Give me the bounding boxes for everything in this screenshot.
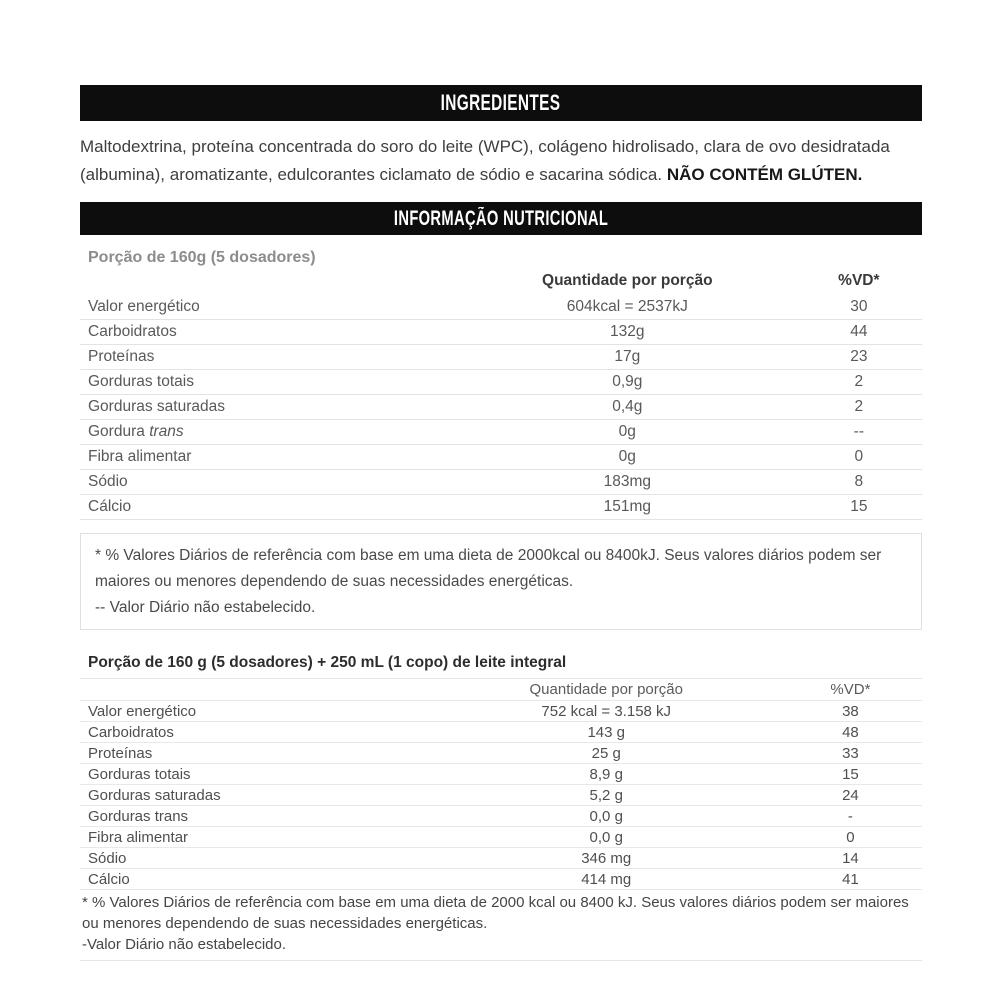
table-row bbox=[80, 722, 922, 743]
row-dv: 23 bbox=[850, 348, 868, 365]
row-quantity: 132g bbox=[610, 323, 645, 340]
footnote-box bbox=[80, 533, 922, 630]
row-label: Proteínas bbox=[88, 744, 153, 762]
serving-size-title-with-milk: Porção de 160 g (5 dosadores) + 250 mL (1 copo) de leite integral bbox=[80, 654, 922, 679]
table-row bbox=[80, 764, 922, 785]
row-label: Fibra alimentar bbox=[88, 828, 189, 846]
row-dv: 0 bbox=[846, 828, 855, 846]
row-label-italic: trans bbox=[149, 423, 184, 440]
row-label: Fibra alimentar bbox=[88, 448, 192, 465]
table-row bbox=[80, 470, 922, 495]
row-quantity: 5,2 g bbox=[589, 786, 623, 804]
row-quantity: 0g bbox=[618, 423, 636, 440]
row-quantity: 0,9g bbox=[612, 373, 643, 390]
row-dv: 8 bbox=[854, 473, 864, 490]
serving-size-title: Porção de 160g (5 dosadores) bbox=[88, 249, 316, 266]
nutrition-header-bar bbox=[80, 202, 922, 235]
table-row bbox=[80, 701, 922, 722]
row-quantity: 17g bbox=[614, 348, 641, 365]
nutrition-table-powder bbox=[80, 249, 922, 630]
row-dv: 15 bbox=[842, 765, 859, 783]
footnote-reference: * % Valores Diários de referência com base em uma dieta de 2000 kcal ou 8400 kJ. Seus valores diários podem ser maiores ou menores dependendo de suas necessidades energéticas. bbox=[82, 894, 909, 932]
row-dv: 2 bbox=[854, 373, 864, 390]
row-dv: 41 bbox=[842, 870, 859, 888]
row-dv: 24 bbox=[842, 786, 859, 804]
row-quantity: 0,0 g bbox=[589, 828, 623, 846]
row-quantity: 183mg bbox=[603, 473, 651, 490]
row-label: Gorduras trans bbox=[88, 807, 189, 825]
footnote bbox=[80, 890, 922, 961]
table-row bbox=[80, 320, 922, 345]
table-row bbox=[80, 345, 922, 370]
column-header-dv: %VD* bbox=[830, 681, 871, 698]
table-row bbox=[80, 370, 922, 395]
table-row bbox=[80, 869, 922, 890]
column-header-dv: %VD* bbox=[838, 272, 880, 289]
table-row bbox=[80, 806, 922, 827]
footnote-dv-note: -Valor Diário não estabelecido. bbox=[82, 936, 287, 953]
table-row bbox=[80, 295, 922, 320]
nutrition-header-title: INFORMAÇÃO NUTRICIONAL bbox=[393, 206, 609, 230]
row-dv: 0 bbox=[854, 448, 864, 465]
row-label: Sódio bbox=[88, 473, 128, 490]
row-label: Valor energético bbox=[88, 298, 200, 315]
row-label: Gordura bbox=[88, 423, 145, 440]
table-row bbox=[80, 827, 922, 848]
row-label: Carboidratos bbox=[88, 323, 177, 340]
row-label: Gorduras totais bbox=[88, 765, 191, 783]
gluten-free-statement: NÃO CONTÉM GLÚTEN. bbox=[666, 165, 863, 184]
row-quantity: 604kcal = 2537kJ bbox=[566, 298, 688, 315]
ingredients-header-title: INGREDIENTES bbox=[441, 90, 561, 115]
row-label: Cálcio bbox=[88, 498, 132, 515]
row-quantity: 0g bbox=[618, 448, 636, 465]
row-dv: 38 bbox=[842, 702, 859, 720]
row-quantity: 8,9 g bbox=[589, 765, 623, 783]
row-quantity: 752 kcal = 3.158 kJ bbox=[541, 702, 672, 720]
row-quantity: 25 g bbox=[591, 744, 621, 762]
row-dv: 14 bbox=[842, 849, 859, 867]
row-dv: - bbox=[847, 807, 853, 825]
row-quantity: 0,0 g bbox=[589, 807, 623, 825]
column-header-quantity: Quantidade por porção bbox=[529, 681, 683, 698]
table-row bbox=[80, 395, 922, 420]
row-dv: -- bbox=[853, 423, 864, 440]
table-row bbox=[80, 848, 922, 869]
row-label: Carboidratos bbox=[88, 723, 174, 741]
row-dv: 48 bbox=[842, 723, 859, 741]
table-row bbox=[80, 743, 922, 764]
row-label: Sódio bbox=[88, 849, 127, 867]
row-label: Valor energético bbox=[88, 702, 197, 720]
row-label: Cálcio bbox=[88, 870, 130, 888]
ingredients-header-bar bbox=[80, 85, 922, 121]
row-dv: 44 bbox=[850, 323, 868, 340]
row-label: Gorduras saturadas bbox=[88, 786, 221, 804]
row-label: Gorduras totais bbox=[88, 373, 194, 390]
row-quantity: 151mg bbox=[603, 498, 651, 515]
column-header-quantity: Quantidade por porção bbox=[542, 272, 713, 289]
row-dv: 2 bbox=[854, 398, 864, 415]
row-dv: 33 bbox=[842, 744, 859, 762]
nutrition-table-with-milk bbox=[80, 654, 922, 961]
row-dv: 15 bbox=[850, 498, 868, 515]
row-quantity: 143 g bbox=[587, 723, 625, 741]
table-header-row bbox=[80, 679, 922, 701]
ingredients-text bbox=[80, 133, 922, 189]
table-header-row bbox=[80, 267, 922, 295]
table-row bbox=[80, 420, 922, 445]
footnote-dv-note: -- Valor Diário não estabelecido. bbox=[95, 599, 316, 616]
row-label: Gorduras saturadas bbox=[88, 398, 225, 415]
ingredients-text-body: Maltodextrina, proteína concentrada do soro do leite (WPC), colágeno hidrolisado, clara de ovo desidratada (albumina), aromatizante, edulcorantes ciclamato de sódio e sacarina sódica. bbox=[80, 137, 890, 184]
table-row bbox=[80, 445, 922, 470]
table-row bbox=[80, 785, 922, 806]
table-row bbox=[80, 495, 922, 520]
footnote-reference: * % Valores Diários de referência com base em uma dieta de 2000kcal ou 8400kJ. Seus valores diários podem ser maiores ou menores dependendo de suas necessidades energéticas. bbox=[95, 547, 882, 590]
row-quantity: 414 mg bbox=[581, 870, 632, 888]
row-dv: 30 bbox=[850, 298, 868, 315]
row-label: Proteínas bbox=[88, 348, 155, 365]
row-quantity: 0,4g bbox=[612, 398, 643, 415]
row-quantity: 346 mg bbox=[581, 849, 632, 867]
